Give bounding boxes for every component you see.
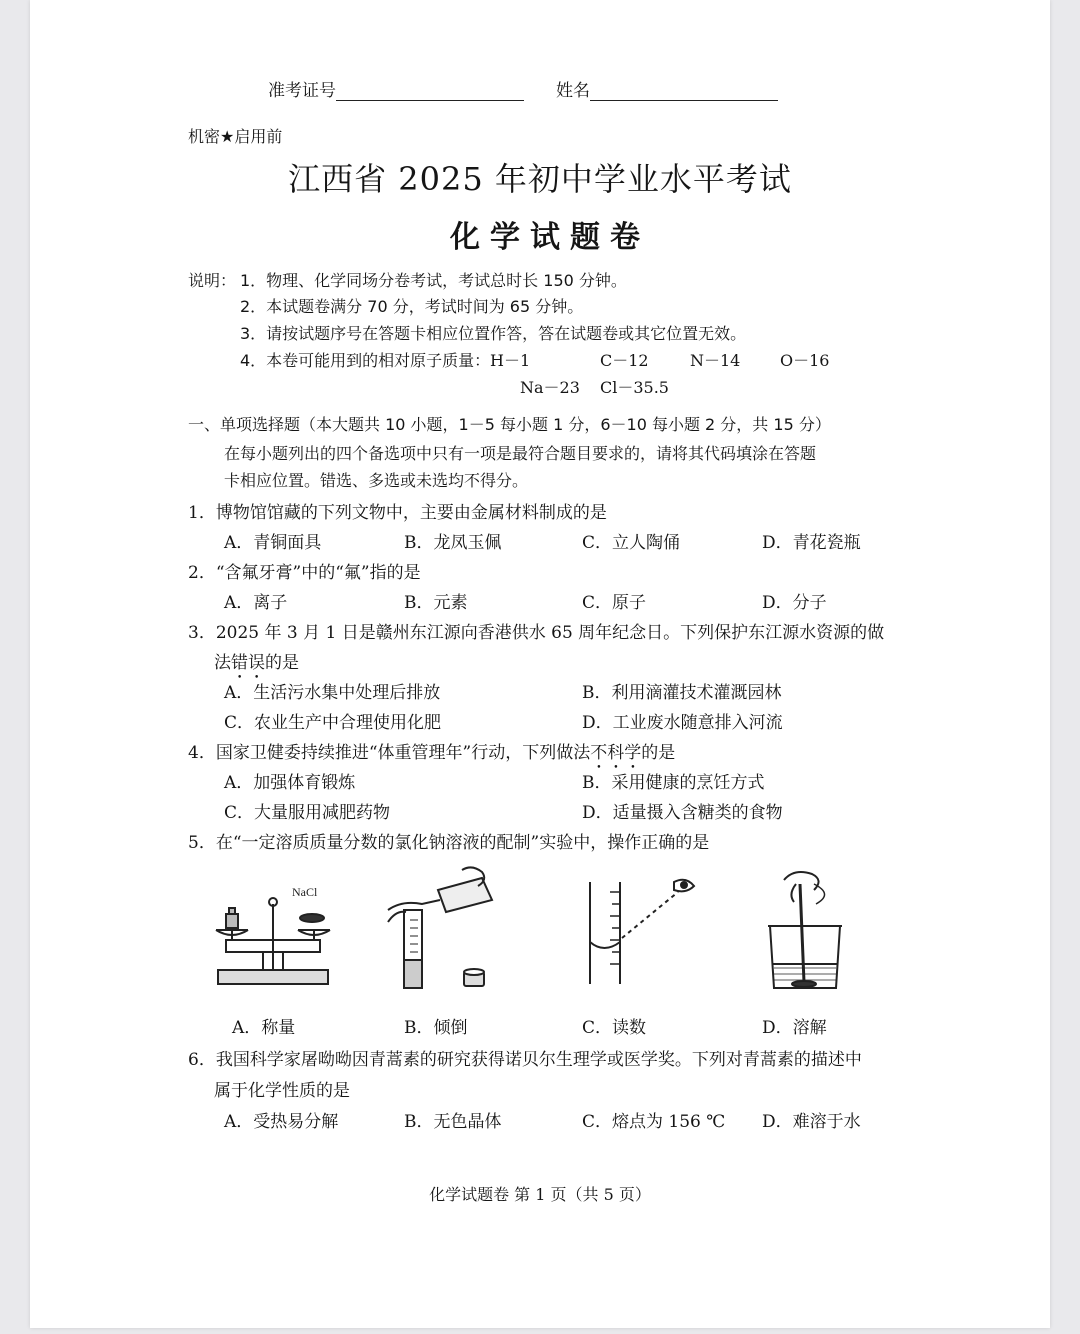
exam-id-blank <box>336 82 524 101</box>
name-blank <box>590 82 778 101</box>
mass-o: O－16 <box>780 351 830 370</box>
q6-option-b: B．无色晶体 <box>404 1112 502 1132</box>
q4-stem-pre: 4．国家卫健委持续推进“体重管理年”行动，下列做法 <box>188 743 591 763</box>
section1-instr-1: 在每小题列出的四个备选项中只有一项是最符合题目要求的，请将其代码填涂在答题 <box>224 444 817 463</box>
nacl-label: NaCl <box>292 885 318 899</box>
page-footer: 化学试题卷 第 1 页（共 5 页） <box>429 1185 651 1204</box>
q6-option-d: D．难溶于水 <box>762 1112 861 1132</box>
q3-option-c: C．农业生产中合理使用化肥 <box>224 713 442 733</box>
q2-option-c: C．原子 <box>582 593 647 613</box>
q1-option-d: D．青花瓷瓶 <box>762 533 861 553</box>
q1-option-c: C．立人陶俑 <box>582 533 681 553</box>
q5-option-b: B．倾倒 <box>404 1018 468 1038</box>
mass-cl: Cl－35.5 <box>600 378 669 397</box>
q6-stem-line1: 6．我国科学家屠呦呦因青蒿素的研究获得诺贝尔生理学或医学奖。下列对青蒿素的描述中 <box>188 1050 862 1070</box>
pouring-figure <box>382 860 512 1000</box>
dissolving-figure <box>754 864 864 994</box>
reading-figure <box>582 872 712 990</box>
mass-na: Na－23 <box>520 378 580 397</box>
q3-stem-post: 的是 <box>265 653 299 673</box>
name-label: 姓名 <box>556 81 590 101</box>
q6-stem-line2: 属于化学性质的是 <box>214 1081 350 1101</box>
q5-option-a: A．称量 <box>232 1018 296 1038</box>
q2-stem: 2．“含氟牙膏”中的“氟”指的是 <box>188 563 421 583</box>
q2-option-b: B．元素 <box>404 593 468 613</box>
section1-instr-2: 卡相应位置。错选、多选或未选均不得分。 <box>224 471 529 490</box>
exam-id-label: 准考证号 <box>268 81 336 101</box>
mass-n: N－14 <box>690 351 741 370</box>
q4-stem-post: 的是 <box>641 743 676 763</box>
mass-c: C－12 <box>600 351 649 370</box>
note-2: 2．本试题卷满分 70 分，考试时间为 65 分钟。 <box>240 297 584 316</box>
q1-option-b: B．龙凤玉佩 <box>404 533 502 553</box>
q2-option-d: D．分子 <box>762 593 827 613</box>
q1-option-a: A．青铜面具 <box>224 533 322 553</box>
note-1: 1．物理、化学同场分卷考试，考试总时长 150 分钟。 <box>240 271 627 290</box>
q4-option-b: B．采用健康的烹饪方式 <box>582 773 765 793</box>
name-field <box>556 76 778 101</box>
q2-option-a: A．离子 <box>224 593 288 613</box>
q3-option-d: D．工业废水随意排入河流 <box>582 713 783 733</box>
exam-subtitle: 化学试题卷 <box>450 220 650 255</box>
q4-option-d: D．适量摄入含糖类的食物 <box>582 803 783 823</box>
notes-label: 说明： <box>188 271 237 290</box>
q3-option-b: B．利用滴灌技术灌溉园林 <box>582 683 782 703</box>
q5-option-c: C．读数 <box>582 1018 647 1038</box>
q4-stem-emphasis: 不科学 <box>590 743 642 763</box>
q3-stem-emphasis: 错误 <box>231 653 265 673</box>
q6-option-a: A．受热易分解 <box>224 1112 339 1132</box>
q4-option-c: C．大量服用减肥药物 <box>224 803 391 823</box>
exam-title: 江西省 2025 年初中学业水平考试 <box>288 160 792 198</box>
exam-id-field <box>268 76 524 101</box>
section1-heading: 一、单项选择题（本大题共 10 小题，1－5 每小题 1 分，6－10 每小题 2 分，共 15 分） <box>188 415 831 434</box>
note-3: 3．请按试题序号在答题卡相应位置作答，答在试题卷或其它位置无效。 <box>240 324 747 343</box>
q3-option-a: A．生活污水集中处理后排放 <box>224 683 441 703</box>
q5-option-d: D．溶解 <box>762 1018 827 1038</box>
balance-scale-figure <box>208 880 338 990</box>
exam-page <box>30 0 1050 1328</box>
q3-stem-pre: 法 <box>214 653 231 673</box>
q3-stem-line1: 3．2025 年 3 月 1 日是赣州东江源向香港供水 65 周年纪念日。下列保护东江源水资源的做 <box>188 623 885 643</box>
q1-stem: 1．博物馆馆藏的下列文物中，主要由金属材料制成的是 <box>188 503 607 523</box>
q5-stem: 5．在“一定溶质质量分数的氯化钠溶液的配制”实验中，操作正确的是 <box>188 833 710 853</box>
note-4: 4．本卷可能用到的相对原子质量： <box>240 351 491 370</box>
secret-mark: 机密★启用前 <box>188 127 283 146</box>
q4-option-a: A．加强体育锻炼 <box>224 773 356 793</box>
mass-h: H－1 <box>490 351 531 370</box>
q6-option-c: C．熔点为 156 ℃ <box>582 1112 726 1132</box>
